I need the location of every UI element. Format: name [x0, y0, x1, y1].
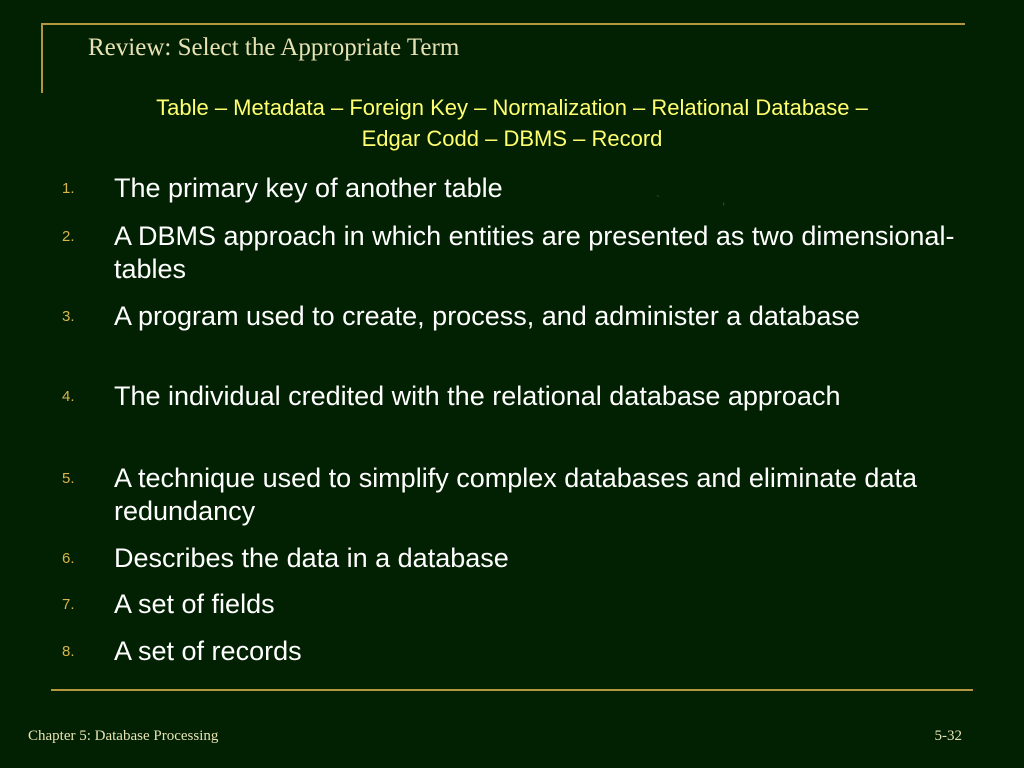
question-number: 1.	[62, 180, 75, 197]
question-text: A DBMS approach in which entities are presented as two dimensional-tables	[114, 221, 955, 284]
term-bank-line-1: Table – Metadata – Foreign Key – Normalization – Relational Database –	[156, 95, 868, 120]
bottom-rule	[51, 689, 973, 691]
slide-title: Review: Select the Appropriate Term	[88, 34, 460, 61]
term-bank	[60, 92, 964, 154]
question-number: 4.	[62, 388, 75, 405]
question-number: 8.	[62, 643, 75, 660]
question-text: The individual credited with the relational database approach	[114, 381, 841, 411]
question-text: The primary key of another table	[114, 173, 503, 203]
term-bank-line-2: Edgar Codd – DBMS – Record	[361, 126, 663, 151]
ghost-artifact: `,	[656, 193, 788, 207]
question-text: A set of records	[114, 636, 302, 666]
question-text: A set of fields	[114, 589, 275, 619]
footer-page-number: 5-32	[934, 728, 962, 744]
question-text: A program used to create, process, and administer a database	[114, 301, 860, 331]
question-number: 3.	[62, 308, 75, 325]
question-text: Describes the data in a database	[114, 543, 509, 573]
question-number: 6.	[62, 550, 75, 567]
question-number: 7.	[62, 596, 75, 613]
top-rule	[41, 23, 965, 25]
footer-chapter: Chapter 5: Database Processing	[28, 728, 219, 744]
question-text: A technique used to simplify complex databases and eliminate data redundancy	[114, 463, 917, 526]
left-rule	[41, 23, 43, 93]
question-number: 2.	[62, 228, 75, 245]
question-number: 5.	[62, 470, 75, 487]
